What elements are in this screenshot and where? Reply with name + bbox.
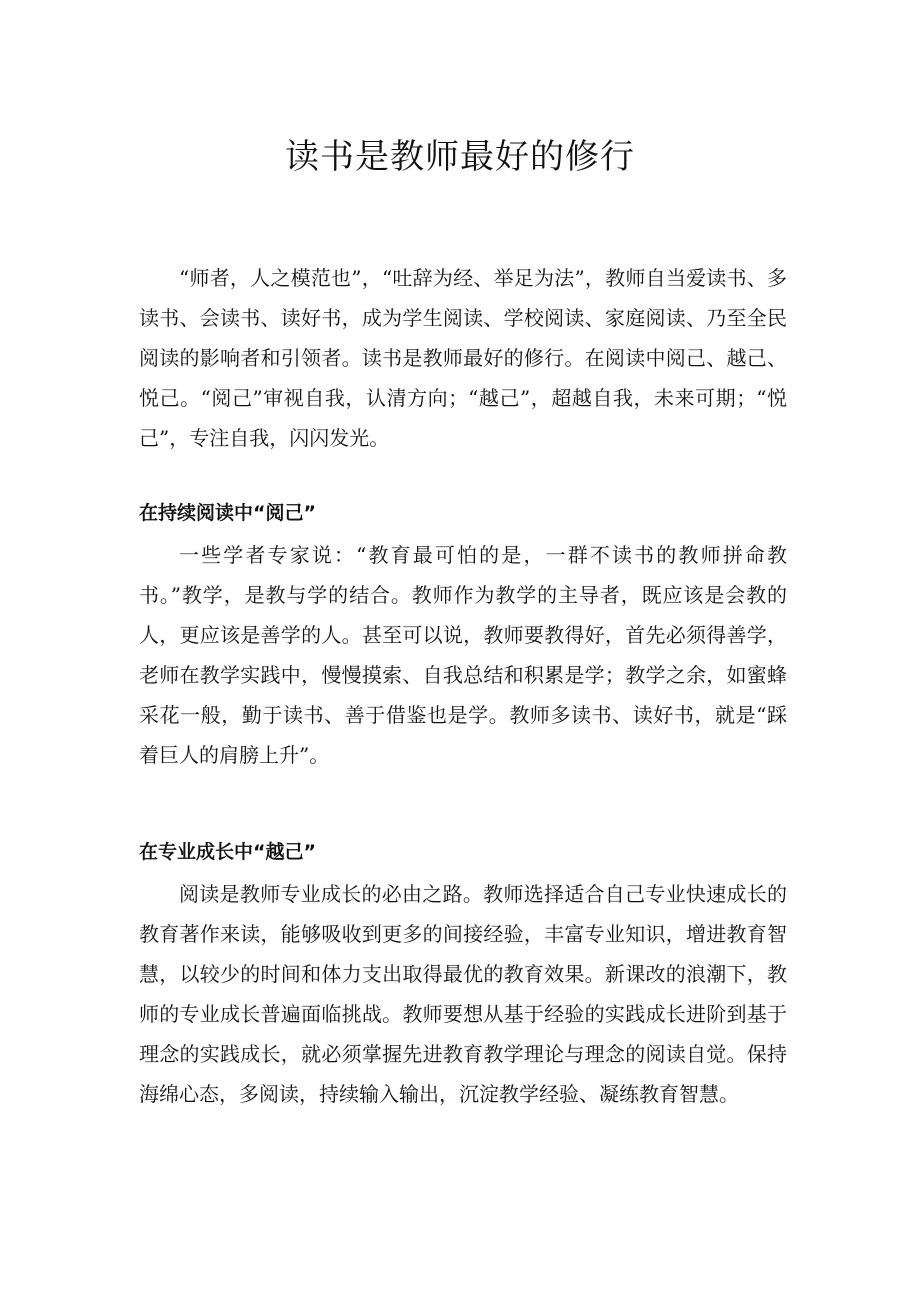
document-title: 读书是教师最好的修行: [285, 137, 635, 177]
growth-paragraph: 阅读是教师专业成长的必由之路。教师选择适合自己专业快速成长的教育著作来读，能够吸收到更多的间接经验，丰富专业知识，增进教育智慧，以较少的时间和体力支出取得最优的教育效果。新课改的浪潮下，教师的专业成长普遍面临挑战。教师要想从基于经验的实践成长进阶到基于理念的实践成长，就必须掌握先进教育教学理论与理念的阅读自觉。保持海绵心态，多阅读，持续输入输出，沉淀教学经验、凝练教育智慧。: [139, 882, 787, 1106]
document-body: [139, 258, 787, 1114]
section-heading-growth: 在专业成长中“越己”: [139, 841, 316, 863]
section-heading-reading: 在持续阅读中“阅己”: [139, 502, 316, 524]
reading-paragraph: 一些学者专家说：“教育最可怕的是，一群不读书的教师拼命教书。”教学，是教与学的结合。教师作为教学的主导者，既应该是会教的人，更应该是善学的人。甚至可以说，教师要教得好，首先必须得善学，老师在教学实践中，慢慢摸索、自我总结和积累是学；教学之余，如蜜蜂采花一般，勤于读书、善于借鉴也是学。教师多读书、读好书，就是“踩着巨人的肩膀上升”。: [139, 543, 787, 767]
intro-paragraph: “师者，人之模范也”，“吐辞为经、举足为法”，教师自当爱读书、多读书、会读书、读好书，成为学生阅读、学校阅读、家庭阅读、乃至全民阅读的影响者和引领者。读书是教师最好的修行。在阅读中阅己、越己、悦己。“阅己”审视自我，认清方向；“越己”，超越自我，未来可期；“悦己”，专注自我，闪闪发光。: [139, 266, 787, 450]
